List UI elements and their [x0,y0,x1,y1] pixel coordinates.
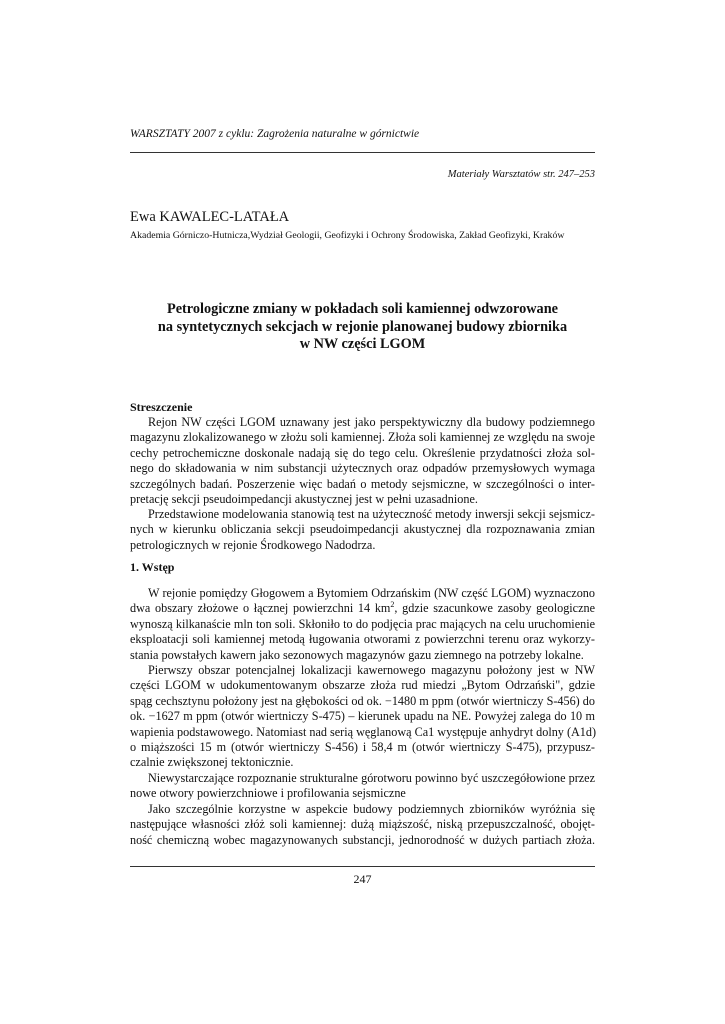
text-line: nego do składowania w nim substancji użytecznych oraz odpadów przemysłowych wymaga [130,461,595,476]
text-line: eksploatacji soli kamiennej metodą ługowania otworami z powierzchni terenu oraz wykorzy- [130,632,595,647]
text-fragment: dwa obszary złożowe o łącznej powierzchni 14 km [130,601,391,616]
section-heading-intro: 1. Wstęp [130,560,175,574]
intro-paragraph-1 [130,586,595,663]
intro-paragraph-4 [130,802,595,848]
intro-paragraph-2 [130,663,595,771]
page-number: 247 [353,872,372,886]
author-affiliation: Akademia Górniczo-Hutnicza,Wydział Geologii, Geofizyki i Ochrony Środowiska, Zakład Geofizyki, Kraków [130,230,565,241]
text-line: wapienia podstawowego. Natomiast nad serią węglanową Ca1 występuje anhydryt dolny (A1d) [130,724,597,739]
superscript: 2 [390,600,395,610]
abstract-heading: Streszczenie [130,400,193,414]
title-line: Petrologiczne zmiany w pokładach soli kamiennej odwzorowane [166,301,559,317]
text-line: Rejon NW części LGOM uznawany jest jako perspektywiczny dla budowy podziemnego [148,415,595,429]
text-line: nowe otwory powierzchniowe i profilowania sejsmiczne [130,786,406,801]
intro-paragraph-3 [130,771,595,802]
text-line: ok. −1627 m ppm (otwór wiertniczy S-475) – kierunek upadu na NE. Powyżej zalega do 10 m [130,709,595,724]
text-line [130,601,595,616]
title-line: w NW części LGOM [299,336,426,352]
text-line: czalnie zwiększonej tektonicznie. [130,755,294,770]
text-line: stania powstałych kawern jako sezonowych magazynów gazu ziemnego na potrzeby lokalne. [130,647,584,662]
text-line: Przedstawione modelowania stanowią test na użyteczność metody inwersji sekcji sejsmicz- [148,507,595,521]
text-line: Jako szczególnie korzystne w aspekcie budowy podziemnych zbiorników wyróżnia się [148,802,595,816]
text-line: szczególnych badań. Poszerzenie więc badań o metody sejsmiczne, w szczególności o inter- [130,476,595,491]
header-rule [130,152,595,153]
text-line: następujące własności złóż soli kamiennej: dużą miąższość, niską przepuszczalność, obojęt- [130,817,595,832]
text-line: Pierwszy obszar potencjalnej lokalizacji kawernowego magazynu położony jest w NW [148,663,595,677]
text-line: magazynu zlokalizowanego w złożu soli kamiennej. Złoża soli kamiennej ze względu na swoje [130,430,595,445]
text-line: ność chemiczną wobec magazynowanych substancji, jednorodność w dużych partiach złoża. [130,832,595,847]
abstract-paragraph-2 [130,507,595,553]
author-name: Ewa KAWALEC-LATAŁA [130,209,290,225]
text-line: cechy petrochemiczne doskonale nadają się do tego celu. Określenie przydatności złoża sol- [130,445,595,460]
materials-reference: Materiały Warsztatów str. 247–253 [447,169,595,180]
running-header: WARSZTATY 2007 z cyklu: Zagrożenia naturalne w górnictwie [130,128,420,140]
text-line: spąg cechsztynu położony jest na głębokości od ok. −1480 m ppm (otwór wiertniczy S-456) do [130,693,595,708]
text-line: wynoszą kilkanaście mln ton soli. Skłoniło to do podjęcia prac mających na celu uruchomienie [130,616,595,631]
text-line: W rejonie pomiędzy Głogowem a Bytomiem Odrzańskim (NW część LGOM) wyznaczono [148,586,595,600]
text-line: części LGOM w udokumentowanym obszarze złoża rud miedzi „Bytom Odrzański", gdzie [130,678,595,693]
abstract-paragraph-1 [130,415,595,507]
text-line: o miąższości 15 m (otwór wiertniczy S-456) i 58,4 m (otwór wiertniczy S-475), przypusz- [130,739,595,754]
footer-rule [130,866,595,867]
title-line: na syntetycznych sekcjach w rejonie planowanej budowy zbiornika [157,318,568,335]
text-line: pretację sekcji pseudoimpedancji akustycznej jest w pełni uzasadnione. [130,491,478,506]
text-line: petrologicznych w rejonie Środkowego Nadodrza. [130,537,376,552]
paper-title [130,301,595,354]
text-fragment: , gdzie szacunkowe zasoby geologiczne [394,601,596,616]
text-line: Niewystarczające rozpoznanie strukturalne górotworu powinno być uszczegółowione przez [148,771,595,785]
text-line: nych w kierunku obliczania sekcji pseudoimpedancji akustycznej dla rozpoznawania zmian [130,522,595,537]
